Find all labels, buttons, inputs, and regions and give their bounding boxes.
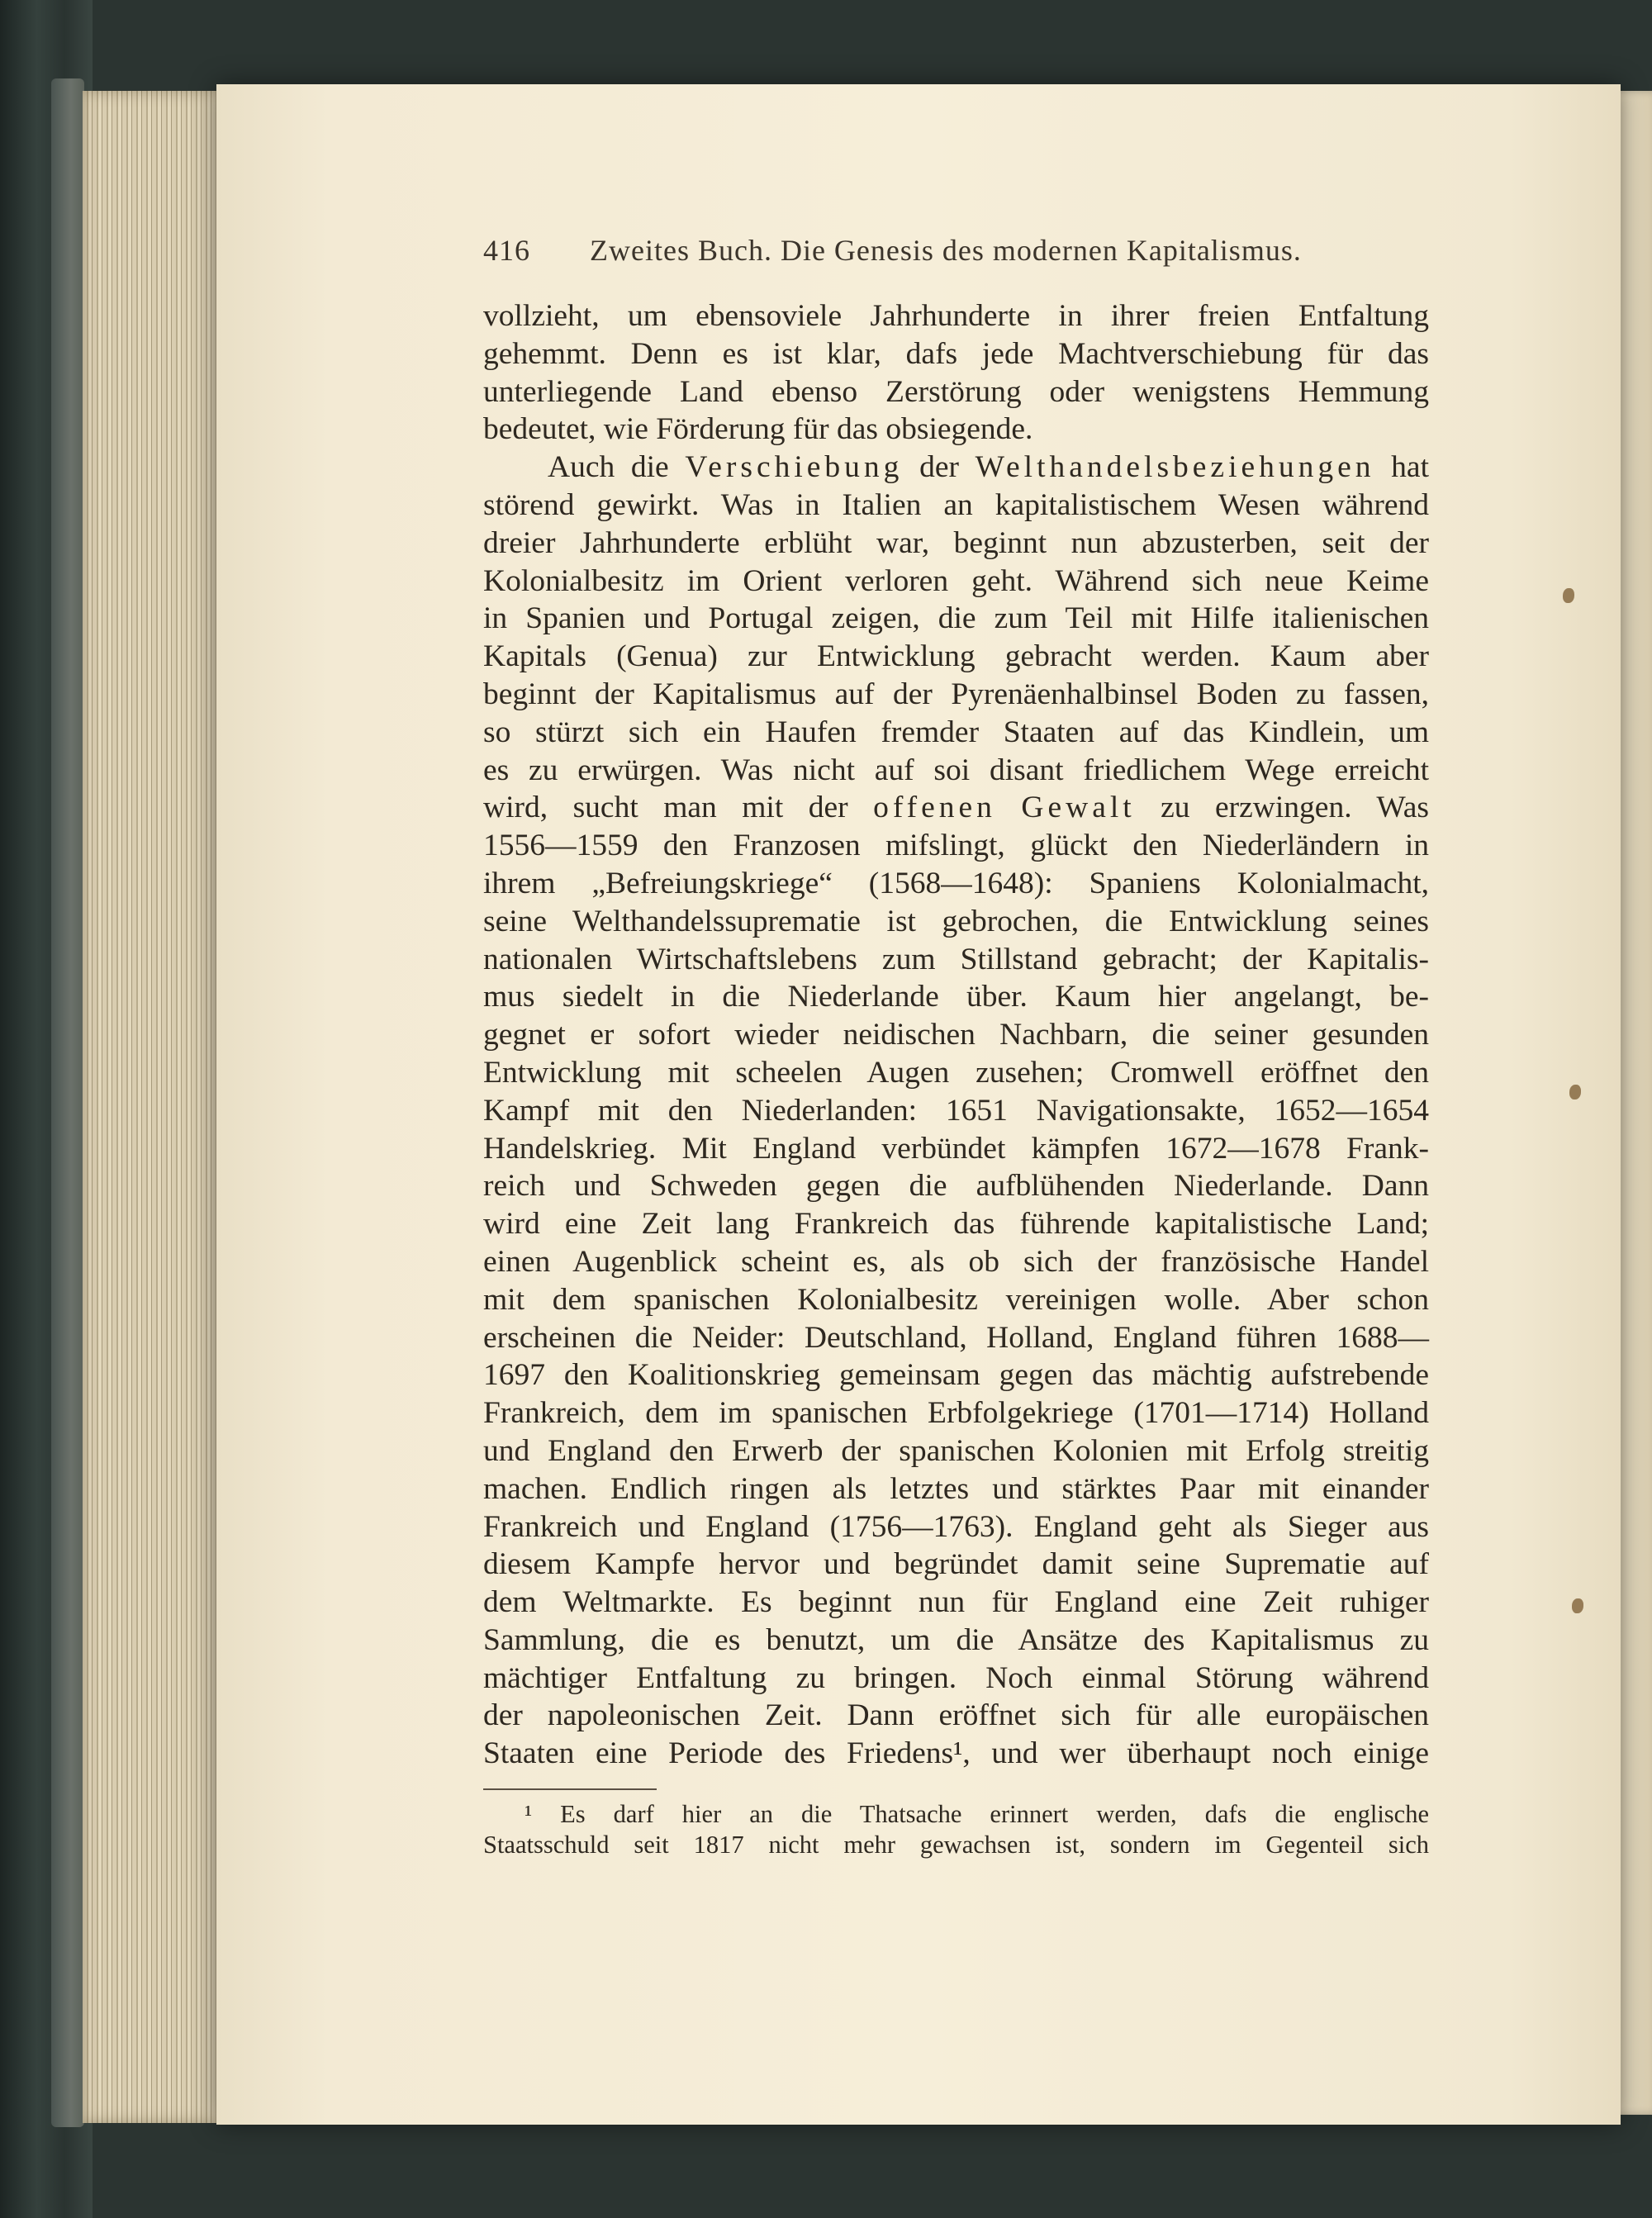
text-line: Kapitals (Genua) zur Entwicklung gebracht werden. Kaum aber	[483, 639, 1429, 674]
text-line: dreier Jahrhunderte erblüht war, beginnt nun abzusterben, seit der	[483, 525, 1429, 560]
text-line: es zu erwürgen. Was nicht auf soi disant friedlichem Wege erreicht	[483, 753, 1429, 787]
text-line: dem Weltmarkte. Es beginnt nun für England eine Zeit ruhiger	[483, 1585, 1429, 1620]
text-line: der napoleonischen Zeit. Dann eröffnet sich für alle europäischen	[483, 1698, 1429, 1733]
footnote-rule	[483, 1788, 657, 1790]
text-line-spaced: wird, sucht man mit der offenen Gewalt zu erzwingen. Was	[483, 791, 1429, 825]
text-line: beginnt der Kapitalismus auf der Pyrenäenhalbinsel Boden zu fassen,	[483, 677, 1429, 711]
footnotes	[483, 1799, 1429, 1860]
text-line: einen Augenblick scheint es, als ob sich der französische Handel	[483, 1244, 1429, 1279]
text-line: so stürzt sich ein Haufen fremder Staaten auf das Kindlein, um	[483, 715, 1429, 749]
text-line: mit dem spanischen Kolonialbesitz vereinigen wolle. Aber schon	[483, 1282, 1429, 1317]
text-line: vollzieht, um ebensoviele Jahrhunderte in ihrer freien Entfaltung	[483, 299, 1429, 333]
footnote-line: Staatsschuld seit 1817 nicht mehr gewachsen ist, sondern im Gegenteil sich	[483, 1831, 1429, 1859]
spaced-term: Welthandelsbeziehungen	[975, 450, 1375, 485]
text-line: nationalen Wirtschaftslebens zum Stillstand gebracht; der Kapitalis-	[483, 942, 1429, 976]
text-line: Frankreich und England (1756—1763). England geht als Sieger aus	[483, 1509, 1429, 1544]
margin-mark	[1563, 588, 1574, 603]
running-head	[483, 233, 1433, 268]
spaced-term: Verschiebung	[685, 450, 904, 485]
text-line: bedeutet, wie Förderung für das obsiegende.	[483, 412, 1033, 447]
text-line: Kolonialbesitz im Orient verloren geht. Während sich neue Keime	[483, 563, 1429, 598]
text-line: reich und Schweden gegen die aufblühenden Niederlande. Dann	[483, 1169, 1429, 1204]
text-line: und England den Erwerb der spanischen Kolonien mit Erfolg streitig	[483, 1433, 1429, 1468]
text-line: Staaten eine Periode des Friedens¹, und wer überhaupt noch einige	[483, 1736, 1429, 1771]
margin-mark	[1572, 1598, 1583, 1613]
text-line: diesem Kampfe hervor und begründet damit seine Suprematie auf	[483, 1547, 1429, 1582]
text-line: Entwicklung mit scheelen Augen zusehen; Cromwell eröffnet den	[483, 1055, 1429, 1090]
text-line: wird eine Zeit lang Frankreich das führende kapitalistische Land;	[483, 1207, 1429, 1242]
text-line: Frankreich, dem im spanischen Erbfolgekriege (1701—1714) Holland	[483, 1396, 1429, 1431]
text-line: mus siedelt in die Niederlande über. Kaum hier angelangt, be-	[483, 980, 1429, 1014]
text-line: 1697 den Koalitionskrieg gemeinsam gegen das mächtig aufstrebende	[483, 1358, 1429, 1393]
text-line: gegnet er sofort wieder neidischen Nachbarn, die seiner gesunden	[483, 1018, 1429, 1052]
text-line: gehemmt. Denn es ist klar, dafs jede Machtverschiebung für das	[483, 336, 1429, 371]
footnote-line: ¹ Es darf hier an die Thatsache erinnert werden, dafs die englische	[525, 1800, 1429, 1828]
text-line: machen. Endlich ringen als letztes und stärktes Paar mit einander	[483, 1471, 1429, 1506]
text-line: 1556—1559 den Franzosen mifslingt, glückt den Niederländern in	[483, 829, 1429, 863]
running-title: Zweites Buch. Die Genesis des modernen Kapitalismus.	[590, 234, 1302, 267]
text-line: ihrem „Befreiungskriege“ (1568—1648): Spaniens Kolonialmacht,	[483, 866, 1429, 900]
text-line: mächtiger Entfaltung zu bringen. Noch einmal Störung während	[483, 1660, 1429, 1695]
text-line: Handelskrieg. Mit England verbündet kämpfen 1672—1678 Frank-	[483, 1131, 1429, 1166]
spaced-term: Gewalt	[1021, 791, 1136, 825]
spaced-term: offenen	[873, 791, 996, 825]
text-line: störend gewirkt. Was in Italien an kapitalistischem Wesen während	[483, 487, 1429, 522]
text-line-spaced: Auch die Verschiebung der Welthandelsbeziehungen hat	[548, 450, 1429, 485]
text-line: Kampf mit den Niederlanden: 1651 Navigationsakte, 1652—1654	[483, 1093, 1429, 1128]
body-text	[483, 297, 1429, 1773]
text-line: seine Welthandelssuprematie ist gebrochen, die Entwicklung seines	[483, 904, 1429, 938]
text-line: Sammlung, die es benutzt, um die Ansätze des Kapitalismus zu	[483, 1622, 1429, 1657]
page-edges	[83, 91, 227, 2123]
page-number: 416	[483, 234, 530, 267]
text-line: unterliegende Land ebenso Zerstörung oder wenigstens Hemmung	[483, 374, 1429, 409]
text-line: erscheinen die Neider: Deutschland, Holland, England führen 1688—	[483, 1320, 1429, 1355]
cover-edge	[51, 78, 84, 2127]
margin-mark	[1569, 1085, 1581, 1100]
text-line: in Spanien und Portugal zeigen, die zum Teil mit Hilfe italienischen	[483, 601, 1429, 636]
